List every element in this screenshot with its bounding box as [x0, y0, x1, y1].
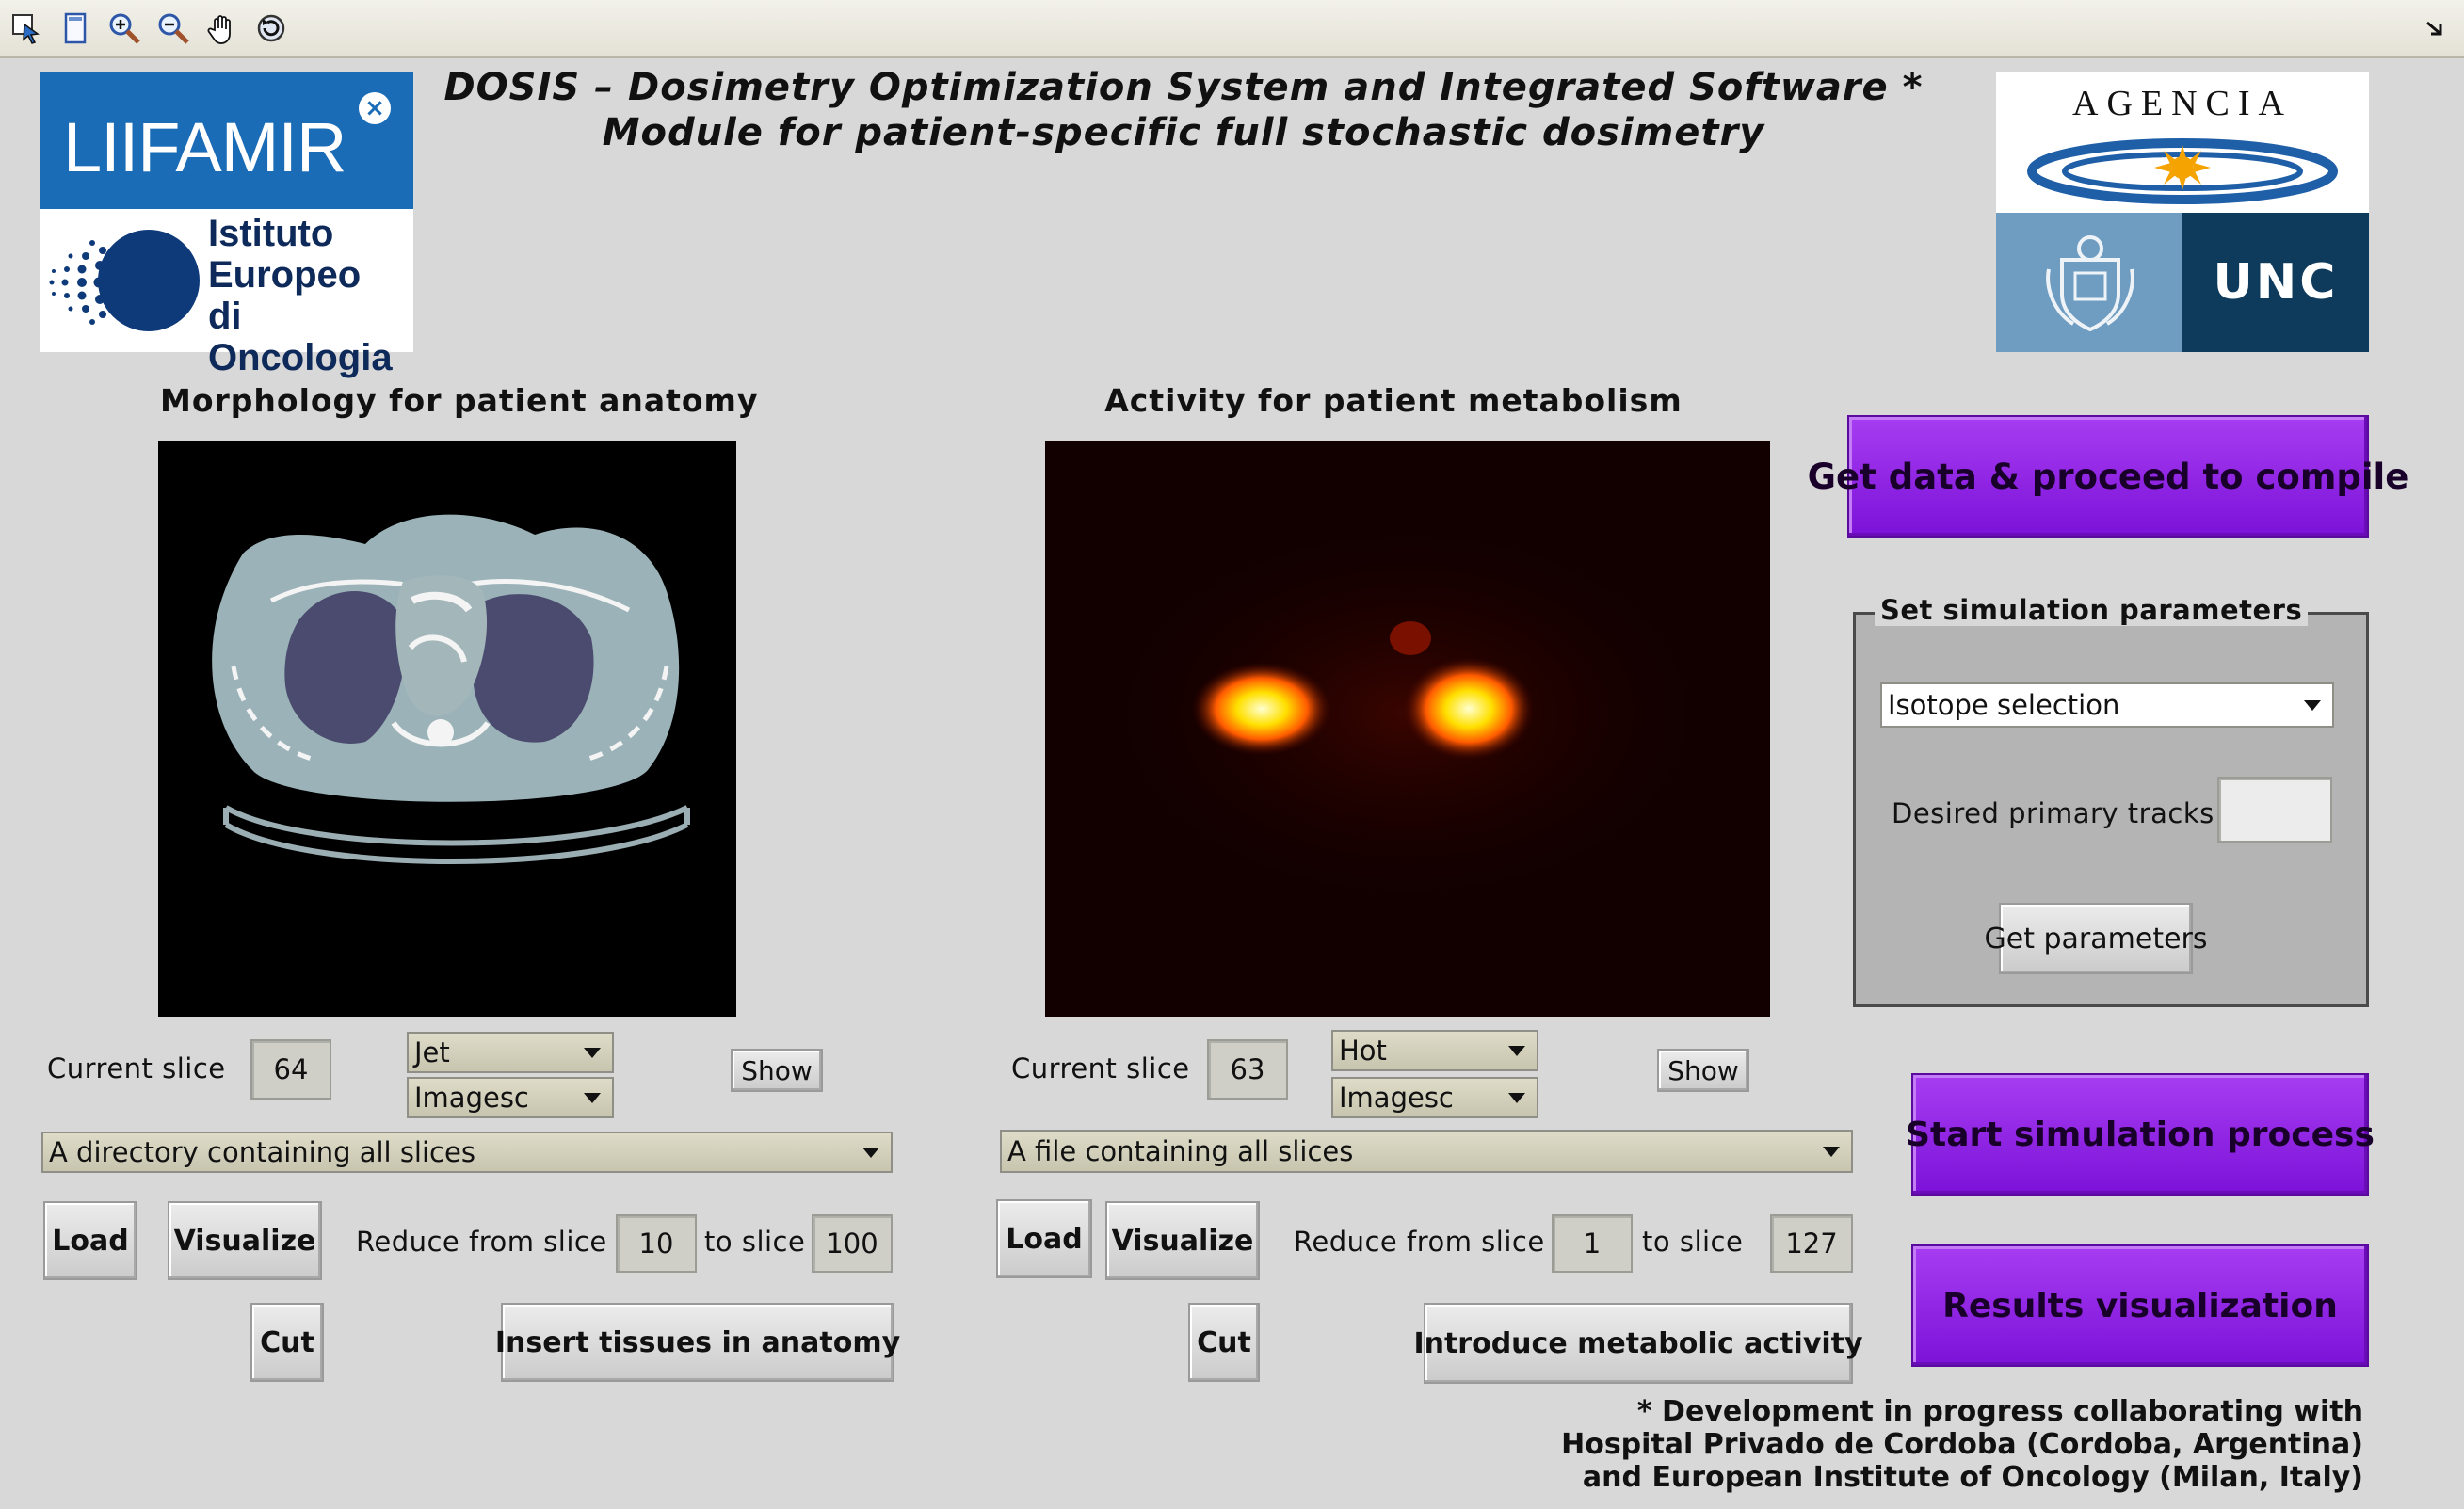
isotope-select[interactable]: [1880, 682, 2334, 728]
agencia-emblem-icon: [2022, 130, 2343, 205]
agencia-logo-text: AGENCIA: [2072, 84, 2293, 123]
anatomy-load-button[interactable]: Load: [43, 1201, 137, 1280]
new-figure-icon[interactable]: [55, 8, 96, 49]
insert-tissues-button[interactable]: Insert tissues in anatomy: [501, 1303, 894, 1382]
chevron-down-icon: [584, 1093, 601, 1103]
footer-line-3: and European Institute of Oncology (Milan, Italy): [1582, 1461, 2363, 1493]
tracks-label: Desired primary tracks: [1892, 797, 2214, 829]
chevron-down-icon: [2304, 700, 2321, 711]
footer-line-1: * Development in progress collaborating with: [1636, 1395, 2363, 1428]
zoom-out-icon[interactable]: [153, 8, 194, 49]
anatomy-show-button[interactable]: Show: [731, 1049, 823, 1092]
anatomy-section-title: Morphology for patient anatomy: [160, 382, 759, 419]
anatomy-visualize-button[interactable]: Visualize: [168, 1201, 322, 1280]
ieo-logo: [40, 209, 413, 378]
activity-source-select[interactable]: [1000, 1130, 1853, 1173]
simulation-parameters-title: Set simulation parameters: [1875, 594, 2308, 626]
ieo-line-2: Europeo: [208, 254, 362, 296]
tracks-input[interactable]: [2217, 777, 2332, 843]
activity-colormap-value: Hot: [1339, 1035, 1387, 1067]
activity-current-slice-label: Current slice: [1011, 1052, 1190, 1084]
anatomy-colormap-select[interactable]: [407, 1032, 614, 1073]
title-line-1: DOSIS – Dosimetry Optimization System and Integrated Software *: [443, 66, 1924, 109]
anatomy-display-select[interactable]: [407, 1077, 614, 1118]
ieo-emblem-icon: [40, 215, 201, 346]
ieo-line-1: Istituto: [208, 213, 334, 254]
activity-from-slice-input[interactable]: 1: [1552, 1214, 1633, 1273]
activity-colormap-select[interactable]: [1331, 1030, 1538, 1071]
chevron-down-icon: [1508, 1093, 1525, 1103]
chevron-down-icon: [1823, 1147, 1840, 1157]
registered-mark-icon: ×: [359, 92, 391, 124]
anatomy-current-slice-label: Current slice: [47, 1052, 226, 1084]
ct-slice-image: [158, 441, 736, 1017]
chevron-down-icon: [584, 1048, 601, 1058]
introduce-metabolic-activity-button[interactable]: Introduce metabolic activity: [1424, 1303, 1853, 1384]
anatomy-colormap-value: Jet: [414, 1036, 450, 1068]
activity-image-axes[interactable]: [1045, 441, 1770, 1017]
activity-to-slice-label: to slice: [1642, 1226, 1744, 1258]
unc-logo-text: UNC: [2213, 254, 2339, 311]
unc-logo: [2182, 213, 2369, 352]
liifamir-logo-text: LIIFAMIR: [63, 108, 346, 186]
unc-crest-icon: [2041, 232, 2139, 335]
liifamir-logo: [40, 72, 413, 209]
ieo-line-3: di Oncologia: [208, 296, 393, 378]
title-line-2: Module for patient-specific full stochastic dosimetry: [602, 111, 1765, 154]
anatomy-reduce-from-label: Reduce from slice: [356, 1226, 607, 1258]
chevron-down-icon: [862, 1148, 879, 1158]
rotate-icon[interactable]: [250, 8, 292, 49]
compile-button[interactable]: Get data & proceed to compile: [1847, 415, 2369, 538]
anatomy-source-value: A directory containing all slices: [49, 1136, 475, 1168]
isotope-select-value: Isotope selection: [1888, 689, 2120, 721]
activity-source-value: A file containing all slices: [1007, 1135, 1354, 1167]
activity-cut-button[interactable]: Cut: [1188, 1303, 1260, 1382]
pet-slice-image: [1045, 441, 1770, 1017]
activity-section-title: Activity for patient metabolism: [1104, 382, 1683, 419]
anatomy-source-select[interactable]: [41, 1132, 893, 1173]
anatomy-to-slice-input[interactable]: 100: [812, 1214, 893, 1273]
footer-line-2: Hospital Privado de Cordoba (Cordoba, Argentina): [1561, 1428, 2363, 1461]
start-simulation-button[interactable]: Start simulation process: [1911, 1073, 2369, 1196]
unc-crest: [1996, 213, 2182, 352]
anatomy-to-slice-label: to slice: [704, 1226, 806, 1258]
activity-current-slice-value: 63: [1207, 1039, 1288, 1100]
zoom-in-icon[interactable]: [104, 8, 145, 49]
activity-visualize-button[interactable]: Visualize: [1105, 1201, 1260, 1280]
simulation-parameters-panel: [1853, 594, 2369, 1007]
ieo-logo-text: [208, 213, 413, 378]
activity-to-slice-input[interactable]: 127: [1770, 1214, 1853, 1273]
pan-hand-icon[interactable]: [201, 8, 243, 49]
anatomy-display-value: Imagesc: [414, 1082, 529, 1114]
anatomy-image-axes[interactable]: [158, 441, 736, 1017]
results-visualization-button[interactable]: Results visualization: [1911, 1244, 2369, 1367]
activity-reduce-from-label: Reduce from slice: [1294, 1226, 1545, 1258]
dock-arrow-icon[interactable]: [2416, 8, 2454, 49]
get-parameters-button[interactable]: Get parameters: [1999, 903, 2193, 974]
activity-display-select[interactable]: [1331, 1077, 1538, 1118]
figure-toolbar: [0, 0, 2464, 58]
activity-display-value: Imagesc: [1339, 1082, 1454, 1114]
agencia-logo: [1996, 72, 2369, 213]
anatomy-cut-button[interactable]: Cut: [250, 1303, 324, 1382]
chevron-down-icon: [1508, 1046, 1525, 1056]
data-cursor-icon[interactable]: [6, 8, 47, 49]
anatomy-from-slice-input[interactable]: 10: [616, 1214, 697, 1273]
anatomy-current-slice-value: 64: [250, 1039, 331, 1100]
activity-load-button[interactable]: Load: [996, 1199, 1092, 1278]
activity-show-button[interactable]: Show: [1657, 1049, 1749, 1092]
